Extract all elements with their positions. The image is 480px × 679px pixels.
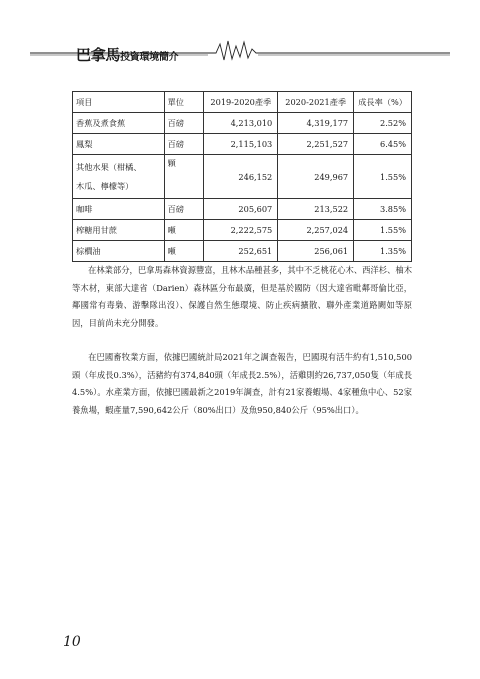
header-cell: 項目 [73, 92, 165, 113]
cell-unit: 噸 [164, 241, 204, 262]
header-title-sub: 投資環境簡介 [120, 52, 179, 63]
cell-value: 2,251,527 [278, 134, 354, 155]
table-row [73, 155, 412, 199]
cell-growth: 1.35% [354, 241, 412, 262]
table-row [73, 134, 412, 155]
cell-value: 205,607 [204, 199, 278, 220]
paragraph-forestry [72, 262, 412, 332]
header-title-main: 巴拿馬 [76, 46, 121, 64]
cell-item-line: 木瓜、檸檬等） [76, 180, 134, 191]
paragraph-text: 在林業部分，巴拿馬森林資源豐富，且林木品種甚多，其中不乏桃花心木、西洋杉、柚木等木材，東部大達省（Darien）森林區分布最廣，但是基於國防（因大達省毗鄰哥倫比亞，鄰國常有毒梟、游擊隊出沒）、保護自然生態環境、防止疾病擴散、聯外產業道路闕如等原因，目前尚未充分開發。 [72, 265, 412, 328]
cell-unit: 噸 [164, 220, 204, 241]
header-cell: 2019-2020產季 [204, 92, 278, 113]
cell-value: 246,152 [204, 155, 278, 199]
cell-unit: 顆 [164, 155, 204, 199]
table-header-row [73, 92, 412, 113]
paragraph-livestock [72, 349, 412, 419]
cell-item: 香蕉及煮食蕉 [73, 113, 165, 134]
cell-growth: 1.55% [354, 155, 412, 199]
cell-item: 咖啡 [73, 199, 165, 220]
cell-growth: 6.45% [354, 134, 412, 155]
cell-item-line: 其他水果（柑橘、 [76, 161, 142, 172]
header-cell: 成長率（%） [354, 92, 412, 113]
cell-value: 2,222,575 [204, 220, 278, 241]
cell-value: 4,319,177 [278, 113, 354, 134]
cell-unit: 百磅 [164, 113, 204, 134]
cell-item: 榨糖用甘蔗 [73, 220, 165, 241]
cell-item [73, 155, 165, 199]
header-cell: 2020-2021產季 [278, 92, 354, 113]
statistics-table [72, 91, 412, 262]
page-header [30, 38, 450, 62]
paragraph-text: 在巴國畜牧業方面，依據巴國統計局2021年之調查報告，巴國現有活牛約有1,510,500頭（年成長0.3%），活豬約有374,840頭（年成長2.5%），活雞則約26,737,050隻（年成長4.5%）。水產業方面，依據巴國最新之2019年調查，計有21家養蝦場、4家種魚中心、52家養魚場，蝦產量7,590,642公斤（80%出口）及魚950,840公斤（95%出口）。 [72, 352, 412, 415]
cell-value: 249,967 [278, 155, 354, 199]
cell-growth: 3.85% [354, 199, 412, 220]
cell-growth: 2.52% [354, 113, 412, 134]
table-row [73, 241, 412, 262]
cell-value: 213,522 [278, 199, 354, 220]
cell-value: 256,061 [278, 241, 354, 262]
cell-growth: 1.55% [354, 220, 412, 241]
cell-value: 4,213,010 [204, 113, 278, 134]
cell-item: 棕櫚油 [73, 241, 165, 262]
cell-value: 252,651 [204, 241, 278, 262]
table-row [73, 199, 412, 220]
cell-item: 鳳梨 [73, 134, 165, 155]
cell-unit: 百磅 [164, 134, 204, 155]
page-number: 10 [63, 634, 81, 650]
header-title [76, 44, 178, 65]
cell-value: 2,115,103 [204, 134, 278, 155]
table-row [73, 220, 412, 241]
header-cell: 單位 [164, 92, 204, 113]
cell-unit: 百磅 [164, 199, 204, 220]
cell-value: 2,257,024 [278, 220, 354, 241]
table-row [73, 113, 412, 134]
